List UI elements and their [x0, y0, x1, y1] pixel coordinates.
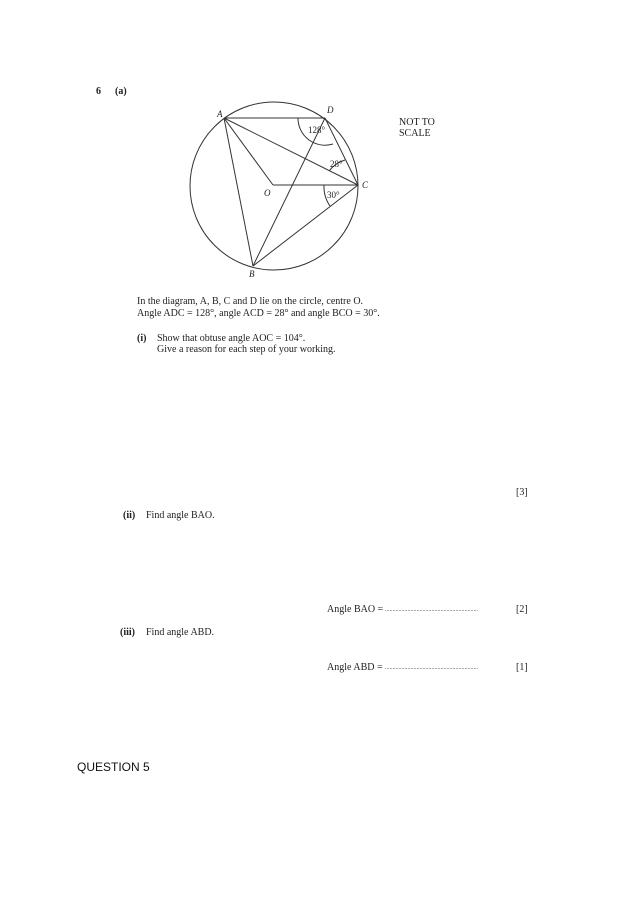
part-iii-text: Find angle ABD.: [146, 627, 215, 638]
part-iii-marks: [1]: [516, 662, 528, 673]
part-ii-answer-label: Angle BAO =: [327, 604, 384, 615]
circle: [190, 102, 358, 270]
part-ii-marks: [2]: [516, 604, 528, 615]
part-iii-answer-line[interactable]: ..............................................................: [385, 665, 478, 671]
angle-label-30: 30°: [327, 190, 340, 200]
question-part: (a): [115, 86, 127, 97]
label-a: A: [217, 109, 223, 119]
intro-line-2: Angle ADC = 128°, angle ACD = 28° and angle BCO = 30°.: [137, 308, 380, 319]
line-ao: [224, 118, 273, 185]
part-i-number: (i): [137, 333, 147, 344]
question-number: 6: [96, 86, 101, 97]
part-ii-number: (ii): [123, 510, 136, 521]
angle-label-28: 28°: [330, 159, 343, 169]
part-ii-answer-line[interactable]: ..............................................................: [385, 607, 478, 613]
label-o: O: [264, 188, 271, 198]
line-dc: [325, 118, 358, 185]
intro-line-1: In the diagram, A, B, C and D lie on the circle, centre O.: [137, 296, 364, 307]
part-i-line-1: Show that obtuse angle AOC = 104°.: [157, 333, 306, 344]
label-b: B: [249, 269, 255, 279]
part-iii-answer-label: Angle ABD =: [327, 662, 383, 673]
not-to-scale-note-2: SCALE: [399, 128, 431, 139]
part-i-marks: [3]: [516, 487, 528, 498]
part-i-line-2: Give a reason for each step of your working.: [157, 344, 336, 355]
label-d: D: [327, 105, 334, 115]
circle-diagram: [0, 0, 638, 300]
label-c: C: [362, 180, 369, 190]
line-ab: [224, 118, 253, 266]
part-ii-text: Find angle BAO.: [146, 510, 215, 521]
part-iii-number: (iii): [120, 627, 135, 638]
footer-question-label: QUESTION 5: [77, 760, 150, 774]
angle-label-128: 128°: [308, 125, 326, 135]
line-ac: [224, 118, 358, 185]
not-to-scale-note: NOT TO: [399, 117, 435, 128]
